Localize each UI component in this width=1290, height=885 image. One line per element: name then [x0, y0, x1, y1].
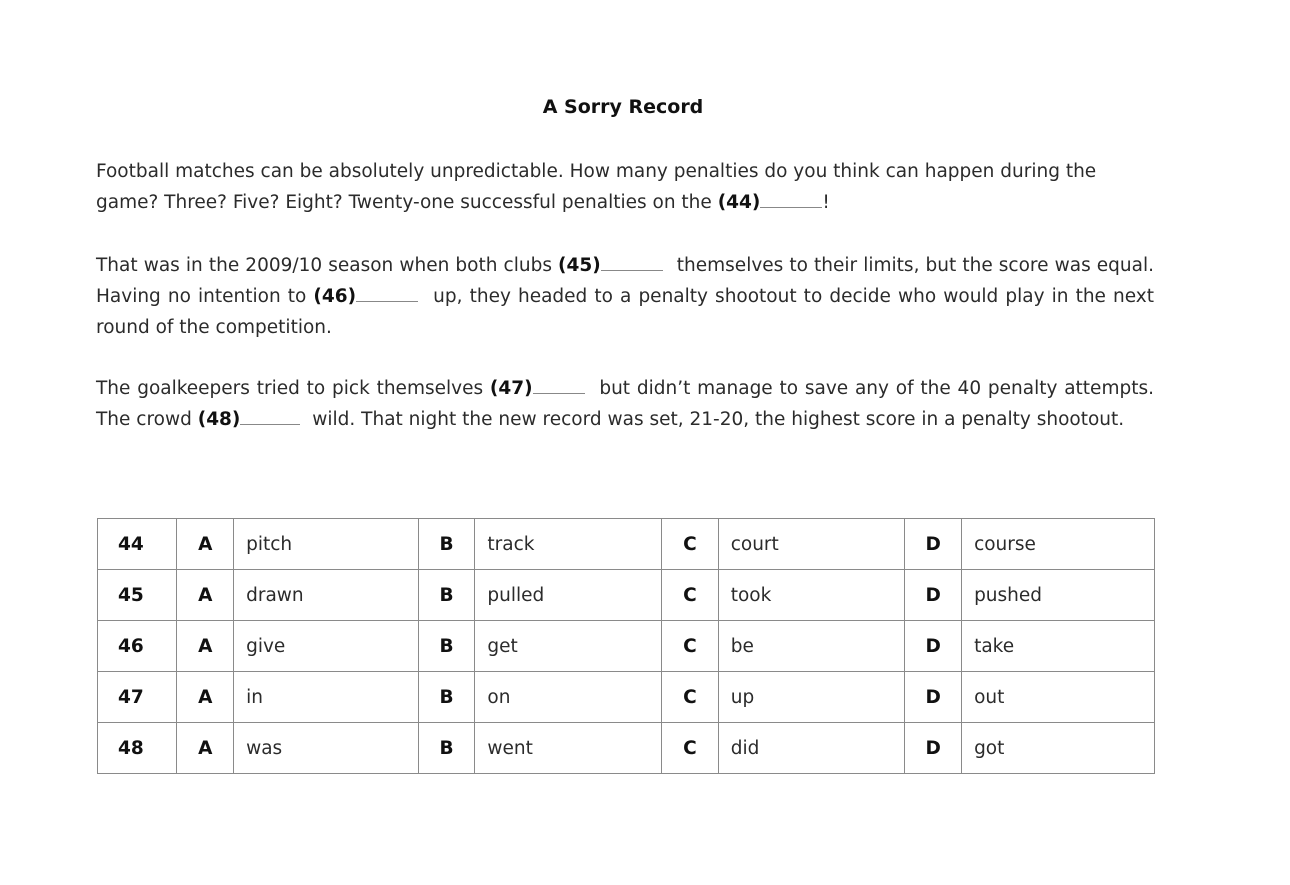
gap-45-blank — [601, 256, 663, 271]
option-b-letter: B — [418, 570, 475, 621]
option-d-letter: D — [905, 519, 962, 570]
option-c-letter: C — [662, 570, 719, 621]
option-d-letter: D — [905, 672, 962, 723]
option-a-letter: A — [177, 519, 234, 570]
option-a-word: give — [234, 621, 419, 672]
table-row — [98, 519, 1155, 570]
gap-47-blank — [533, 379, 585, 394]
option-c-word: did — [718, 723, 905, 774]
question-number: 47 — [98, 672, 177, 723]
option-a-letter: A — [177, 672, 234, 723]
option-b-letter: B — [418, 723, 475, 774]
option-d-letter: D — [905, 570, 962, 621]
paragraph-2-text-3: up, they headed to a penalty shootout to decide who would play in the next round of the competition. — [96, 286, 1154, 338]
option-a-word: in — [234, 672, 419, 723]
question-number: 45 — [98, 570, 177, 621]
option-b-word: pulled — [475, 570, 662, 621]
option-c-word: took — [718, 570, 905, 621]
option-c-word: up — [718, 672, 905, 723]
option-b-word: went — [475, 723, 662, 774]
paragraph-1-end: ! — [822, 192, 830, 213]
paragraph-3-text-1: The goalkeepers tried to pick themselves — [96, 378, 490, 399]
option-c-word: be — [718, 621, 905, 672]
option-d-letter: D — [905, 723, 962, 774]
gap-47-number: (47) — [489, 378, 533, 399]
paragraph-1 — [96, 156, 1154, 218]
paragraph-3-text-3: wild. That night the new record was set, 21-20, the highest score in a penalty shootout. — [306, 409, 1125, 430]
option-c-letter: C — [662, 672, 719, 723]
gap-44-blank — [760, 193, 822, 208]
paragraph-1-text: Football matches can be absolutely unpredictable. How many penalties do you think can happen during the game? Three? Five? Eight? Twenty-one successful penalties on the — [96, 161, 1097, 213]
option-c-letter: C — [662, 621, 719, 672]
paragraph-3-text-2: but didn’t manage to save any of the 40 penalty attempts. The crowd — [96, 378, 1154, 430]
gap-46-blank — [356, 287, 418, 302]
option-d-letter: D — [905, 621, 962, 672]
option-d-word: out — [962, 672, 1155, 723]
question-number: 44 — [98, 519, 177, 570]
gap-48-number: (48) — [197, 409, 241, 430]
option-c-letter: C — [662, 519, 719, 570]
answer-options-table — [97, 518, 1155, 774]
gap-44-number: (44) — [717, 192, 761, 213]
question-number: 48 — [98, 723, 177, 774]
option-a-word: pitch — [234, 519, 419, 570]
option-b-word: on — [475, 672, 662, 723]
option-a-letter: A — [177, 621, 234, 672]
option-a-letter: A — [177, 570, 234, 621]
option-d-word: pushed — [962, 570, 1155, 621]
option-b-letter: B — [418, 621, 475, 672]
page-title: A Sorry Record — [542, 96, 704, 118]
option-a-word: was — [234, 723, 419, 774]
option-d-word: course — [962, 519, 1155, 570]
paragraph-2-text-2: themselves to their limits, but the score was equal. Having no intention to — [96, 255, 1154, 307]
option-a-letter: A — [177, 723, 234, 774]
option-d-word: got — [962, 723, 1155, 774]
gap-48-blank — [240, 410, 300, 425]
paragraph-2-text-1: That was in the 2009/10 season when both clubs — [96, 255, 559, 276]
option-c-letter: C — [662, 723, 719, 774]
option-b-letter: B — [418, 672, 475, 723]
paragraph-2 — [96, 250, 1154, 343]
option-d-word: take — [962, 621, 1155, 672]
option-b-word: get — [475, 621, 662, 672]
option-b-letter: B — [418, 519, 475, 570]
option-b-word: track — [475, 519, 662, 570]
question-number: 46 — [98, 621, 177, 672]
paragraph-3 — [96, 373, 1154, 435]
option-a-word: drawn — [234, 570, 419, 621]
table-row — [98, 621, 1155, 672]
option-c-word: court — [718, 519, 905, 570]
table-row — [98, 723, 1155, 774]
table-row — [98, 672, 1155, 723]
table-row — [98, 570, 1155, 621]
gap-46-number: (46) — [313, 286, 357, 307]
gap-45-number: (45) — [558, 255, 601, 276]
